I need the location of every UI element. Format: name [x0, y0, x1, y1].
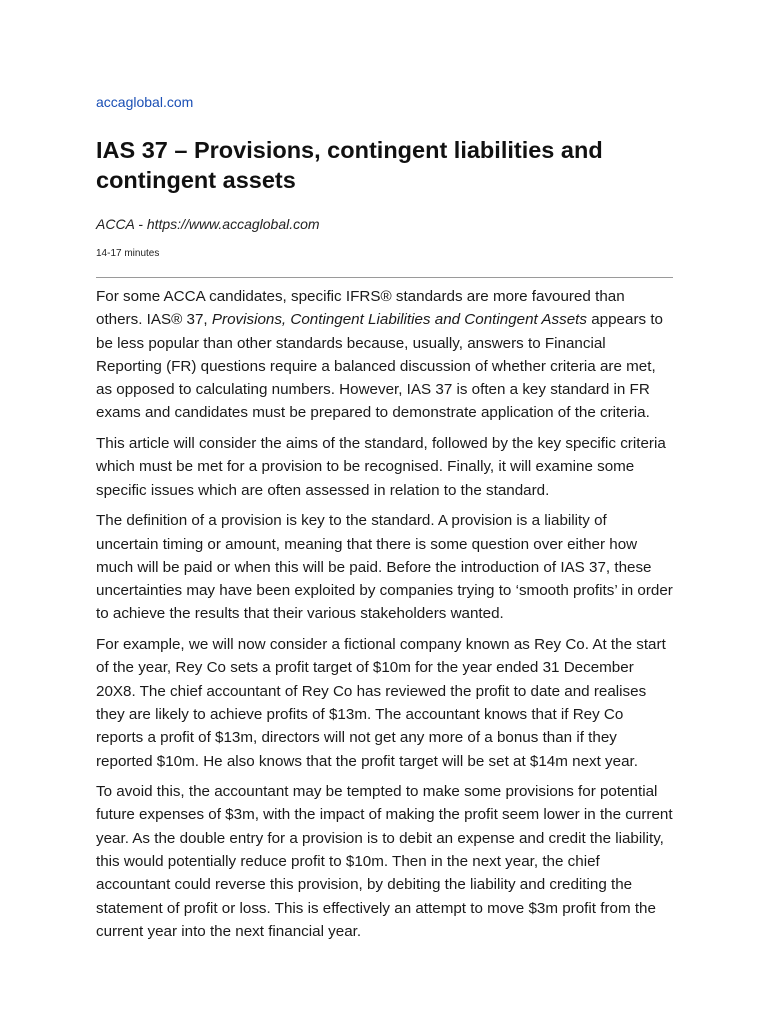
source-site-link[interactable]: accaglobal.com [96, 94, 194, 110]
paragraph-3: The definition of a provision is key to the standard. A provision is a liability of uncertain timing or amount, meaning that there is some question over either how much will be paid or when this will be paid. Before the introduction of IAS 37, these uncertainties may have been exploited by companies trying to ‘smooth profits’ in order to achieve the results that their various stakeholders wanted. [96, 512, 673, 623]
paragraph-1-start: For some ACCA candidates, specific IFRS® standards are more favoured than others. IAS® 37, [96, 288, 625, 329]
paragraph-1-end: appears to be less popular than other standards because, usually, answers to Financial Reporting (FR) questions require a balanced discussion of whether criteria are met, as opposed to calculating numbers. However, IAS 37 is often a key standard in FR exams and candidates must be prepared to demonstrate application of the criteria. [96, 311, 663, 422]
article-title: IAS 37 – Provisions, contingent liabilities and contingent assets [96, 137, 603, 193]
article-body [96, 285, 673, 951]
header-divider [96, 277, 673, 278]
standard-title-emphasis: Provisions, Contingent Liabilities and Contingent Assets [211, 311, 587, 329]
paragraph-1 [96, 285, 673, 425]
read-time: 14-17 minutes [96, 248, 160, 259]
paragraph-4: For example, we will now consider a fictional company known as Rey Co. At the start of the year, Rey Co sets a profit target of $10m for the year ended 31 December 20X8. The chief accountant of Rey Co has reviewed the profit to date and realises they are likely to achieve profits of $13m. The accountant knows that if Rey Co reports a profit of $13m, directors will not get any more of a bonus than if they reported $10m. He also knows that the profit target will be set at $14m next year. [96, 636, 666, 770]
paragraph-5: To avoid this, the accountant may be tempted to make some provisions for potential future expenses of $3m, with the impact of making the profit seem lower in the current year. As the double entry for a provision is to debit an expense and credit the liability, this would potentially reduce profit to $10m. Then in the next year, the chief accountant could reverse this provision, by debiting the liability and crediting the statement of profit or loss. This is effectively an attempt to move $3m profit from the current year into the next financial year. [96, 783, 673, 940]
article-byline: ACCA - https://www.accaglobal.com [96, 216, 320, 232]
paragraph-2: This article will consider the aims of the standard, followed by the key specific criteria which must be met for a provision to be recognised. Finally, it will examine some specific issues which are often assessed in relation to the standard. [96, 435, 666, 499]
